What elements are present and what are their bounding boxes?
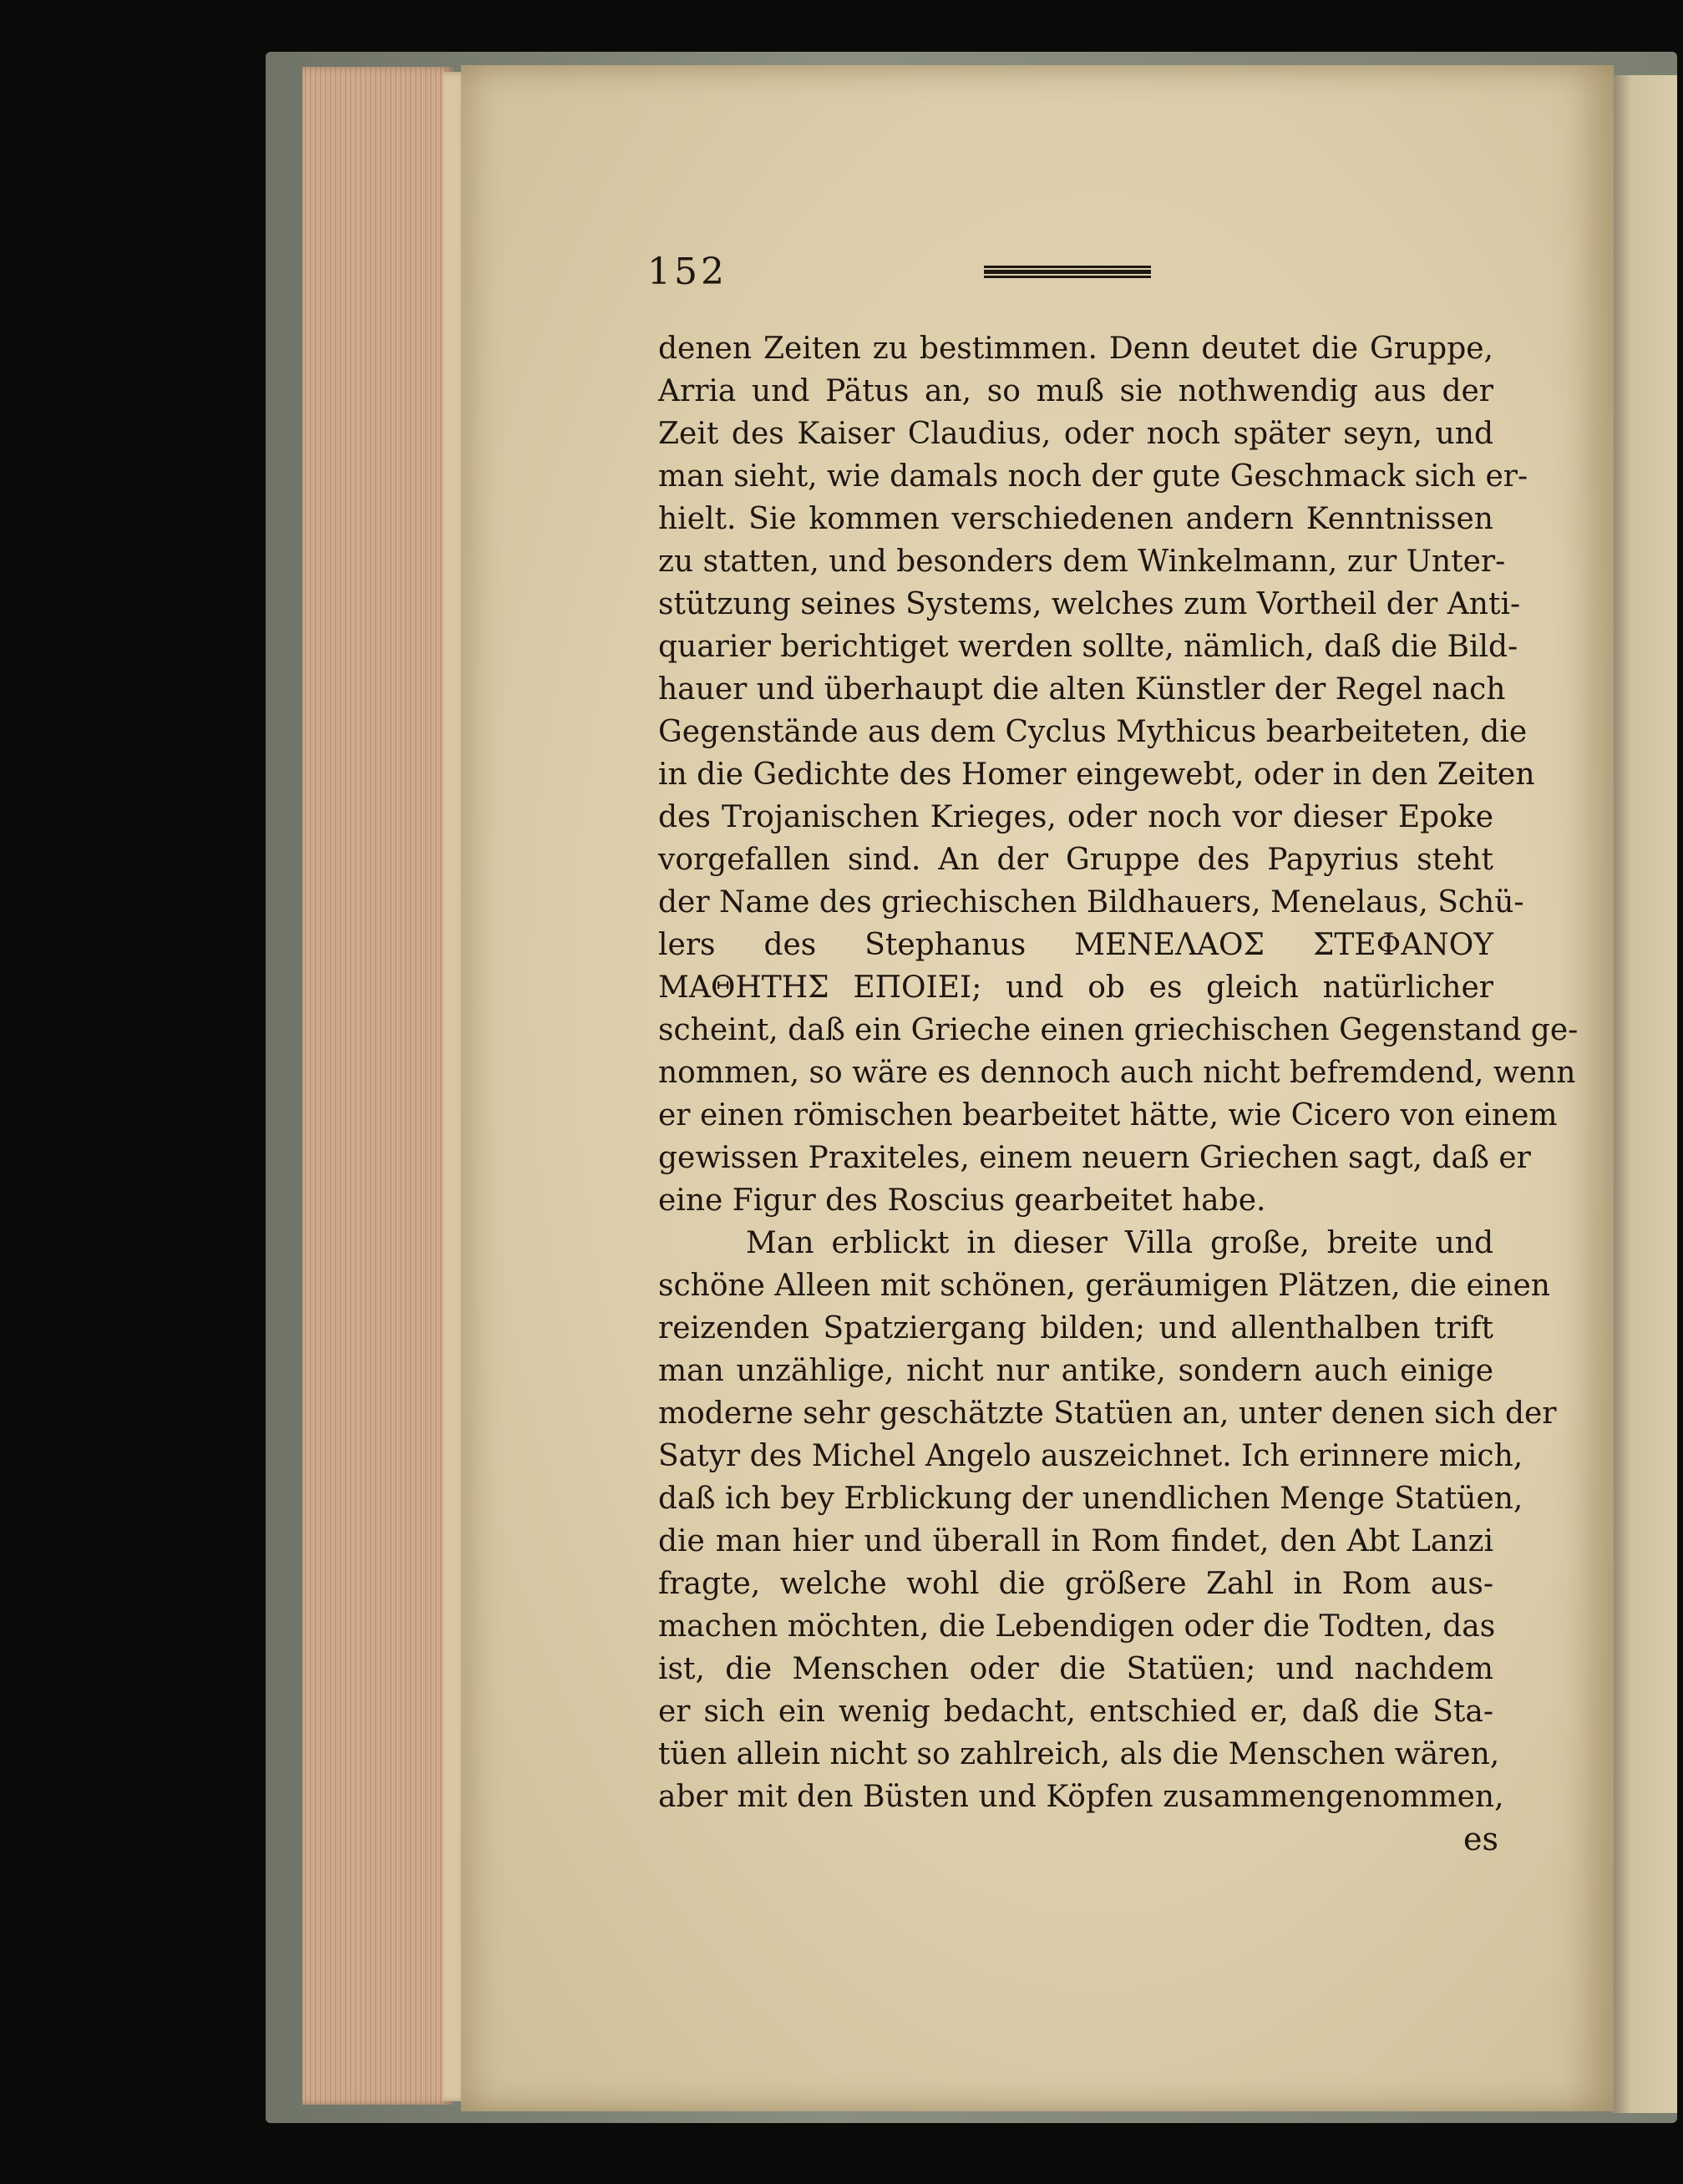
text-line: tüen allein nicht so zahlreich, als die Menschen wären,	[658, 1737, 1500, 1771]
text-line: hielt. Sie kommen verschiedenen andern Kenntnissen	[658, 502, 1493, 536]
text-line: zu statten, und besonders dem Winkelmann, zur Unter-	[658, 545, 1506, 579]
text-line: eine Figur des Roscius gearbeitet habe.	[658, 1183, 1266, 1218]
page-stack-edge	[302, 67, 453, 2105]
paragraph-first-line: Man erblickt in dieser Villa große, breite und	[746, 1226, 1493, 1260]
text-line: quarier berichtiget werden sollte, nämlich, daß die Bild-	[658, 630, 1518, 664]
text-line: Satyr des Michel Angelo auszeichnet. Ich erinnere mich,	[658, 1439, 1523, 1473]
text-line: aber mit den Büsten und Köpfen zusammengenommen,	[658, 1780, 1504, 1814]
text-line: man unzählige, nicht nur antike, sondern auch einige	[658, 1354, 1493, 1388]
text-line: ist, die Menschen oder die Statüen; und nachdem	[658, 1652, 1493, 1686]
text-line: in die Gedichte des Homer eingewebt, oder in den Zeiten	[658, 758, 1535, 792]
body-text	[658, 327, 1579, 1818]
text-line: nommen, so wäre es dennoch auch nicht befremdend, wenn	[658, 1056, 1576, 1090]
text-line: daß ich bey Erblickung der unendlichen Menge Statüen,	[658, 1482, 1523, 1516]
text-line: Arria und Pätus an, so muß sie nothwendig aus der	[658, 374, 1493, 408]
text-line: lers des Stephanus ΜΕΝΕΛΑΟΣ ΣΤΕΦΑΝΟΥ	[658, 928, 1493, 962]
text-line: denen Zeiten zu bestimmen. Denn deutet die Gruppe,	[658, 332, 1493, 366]
text-line: er sich ein wenig bedacht, entschied er, daß die Sta-	[658, 1695, 1493, 1729]
text-line: vorgefallen sind. An der Gruppe des Papyrius steht	[658, 843, 1493, 877]
text-line: gewissen Praxiteles, einem neuern Griechen sagt, daß er	[658, 1141, 1531, 1175]
text-line: des Trojanischen Krieges, oder noch vor dieser Epoke	[658, 800, 1493, 834]
text-line: der Name des griechischen Bildhauers, Menelaus, Schü-	[658, 885, 1524, 920]
text-line: fragte, welche wohl die größere Zahl in Rom aus-	[658, 1567, 1493, 1601]
text-line: reizenden Spatziergang bilden; und allenthalben trift	[658, 1311, 1493, 1345]
text-line: schöne Alleen mit schönen, geräumigen Plätzen, die einen	[658, 1269, 1550, 1303]
text-line: man sieht, wie damals noch der gute Geschmack sich er-	[658, 459, 1528, 494]
text-line: stützung seines Systems, welches zum Vortheil der Anti-	[658, 587, 1521, 621]
page-number: 152	[647, 251, 727, 293]
text-line: ΜΑΘΗΤΗΣ ΕΠΟΙΕΙ; und ob es gleich natürlicher	[658, 970, 1493, 1005]
text-line: hauer und überhaupt die alten Künstler der Regel nach	[658, 672, 1506, 707]
text-line: moderne sehr geschätzte Statüen an, unter denen sich der	[658, 1396, 1557, 1431]
text-line: die man hier und überall in Rom findet, den Abt Lanzi	[658, 1524, 1493, 1558]
text-line: Zeit des Kaiser Claudius, oder noch später seyn, und	[658, 417, 1493, 451]
header-rule-ornament	[984, 266, 1151, 277]
text-line: machen möchten, die Lebendigen oder die Todten, das	[658, 1609, 1496, 1644]
facing-page-edge	[1612, 75, 1677, 2113]
text-line: scheint, daß ein Grieche einen griechischen Gegenstand ge-	[658, 1013, 1579, 1047]
text-line: er einen römischen bearbeitet hätte, wie Cicero von einem	[658, 1098, 1558, 1133]
catchword: es	[1463, 1821, 1498, 1857]
text-line: Gegenstände aus dem Cyclus Mythicus bearbeiteten, die	[658, 715, 1528, 749]
